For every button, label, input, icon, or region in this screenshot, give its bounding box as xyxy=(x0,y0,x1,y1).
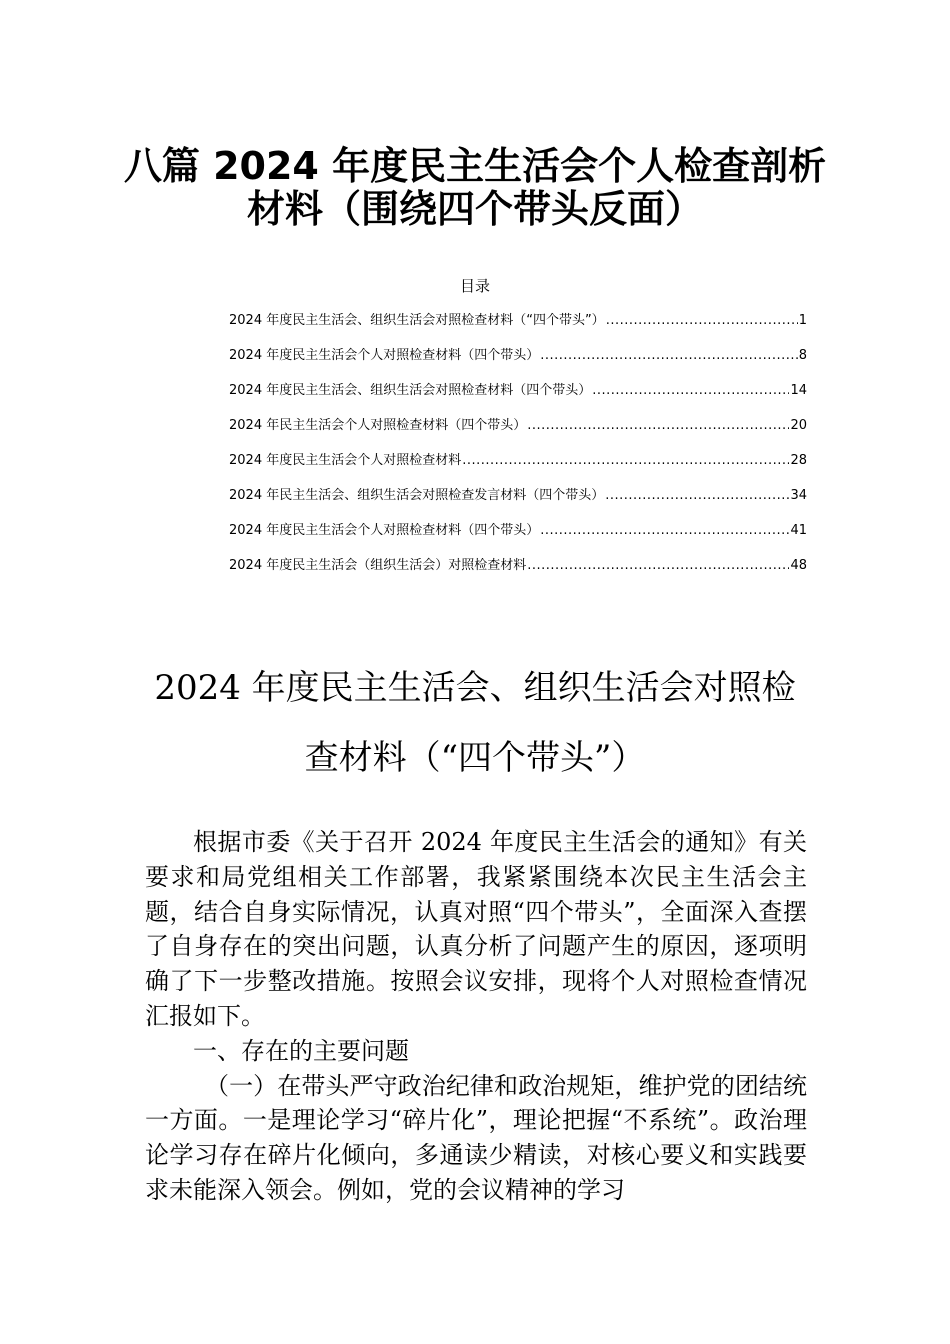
toc-entry-page: 8 xyxy=(798,348,807,363)
document-title-line-2: 材料（围绕四个带头反面） xyxy=(246,187,703,231)
toc-entry-page: 41 xyxy=(790,523,807,538)
toc-entry-label: 2024 年度民主生活会、组织生活会对照检查材料（四个带头） xyxy=(229,383,592,398)
toc-entry[interactable] xyxy=(229,486,807,521)
toc-entry-page: 1 xyxy=(798,313,807,328)
section-title-line-2: 查材料（“四个带头”） xyxy=(304,738,646,778)
toc-entry[interactable] xyxy=(229,311,807,346)
section-body xyxy=(145,825,807,1208)
toc-entry-label: 2024 年度民主生活会（组织生活会）对照检查材料 xyxy=(229,558,527,573)
toc-entry[interactable] xyxy=(229,346,807,381)
toc-entry[interactable] xyxy=(229,416,807,451)
toc-leader-dots xyxy=(527,556,789,576)
toc-leader-dots xyxy=(527,416,789,436)
heading-level-1: 一、存在的主要问题 xyxy=(193,1036,409,1065)
toc-entry-page: 14 xyxy=(790,383,807,398)
toc-entry-page: 34 xyxy=(790,488,807,503)
toc-leader-dots xyxy=(606,311,798,331)
toc-entry-page: 28 xyxy=(790,453,807,468)
toc-leader-dots xyxy=(540,521,789,541)
toc-leader-dots xyxy=(462,451,789,471)
intro-paragraph: 根据市委《关于召开 2024 年度民主生活会的通知》有关要求和局党组相关工作部署，我紧紧围绕本次民主生活会主题，结合自身实际情况，认真对照“四个带头”，全面深入查摆了自身存在的突出问题，认真分析了问题产生的原因，逐项明确了下一步整改措施。按照会议安排，现将个人对照检查情况汇报如下。 xyxy=(145,828,807,1030)
toc-entry-label: 2024 年度民主生活会个人对照检查材料（四个带头） xyxy=(229,348,540,363)
subsection-paragraph: （一）在带头严守政治纪律和政治规矩，维护党的团结统一方面。一是理论学习“碎片化”，理论把握“不系统”。政治理论学习存在碎片化倾向，多通读少精读，对核心要义和实践要求未能深入领会。例如，党的会议精神的学习 xyxy=(145,1071,807,1204)
toc-entry[interactable] xyxy=(229,451,807,486)
toc-entry[interactable] xyxy=(229,381,807,416)
section-title-line-1: 2024 年度民主生活会、组织生活会对照检 xyxy=(154,668,796,708)
toc-leader-dots xyxy=(540,346,798,366)
table-of-contents xyxy=(229,311,807,591)
toc-entry-page: 48 xyxy=(790,558,807,573)
toc-entry-page: 20 xyxy=(790,418,807,433)
toc-entry-label: 2024 年度民主生活会个人对照检查材料 xyxy=(229,453,462,468)
toc-leader-dots xyxy=(605,486,789,506)
toc-entry-label: 2024 年度民主生活会、组织生活会对照检查材料（“四个带头”） xyxy=(229,313,605,328)
toc-entry-label: 2024 年民主生活会、组织生活会对照检查发言材料（四个带头） xyxy=(229,488,605,503)
toc-entry[interactable] xyxy=(229,556,807,591)
toc-entry-label: 2024 年度民主生活会个人对照检查材料（四个带头） xyxy=(229,523,540,538)
toc-heading: 目录 xyxy=(459,277,490,295)
toc-leader-dots xyxy=(592,381,789,401)
toc-entry[interactable] xyxy=(229,521,807,556)
toc-entry-label: 2024 年民主生活会个人对照检查材料（四个带头） xyxy=(229,418,527,433)
document-title-line-1: 八篇 2024 年度民主生活会个人检查剖析 xyxy=(123,144,827,188)
